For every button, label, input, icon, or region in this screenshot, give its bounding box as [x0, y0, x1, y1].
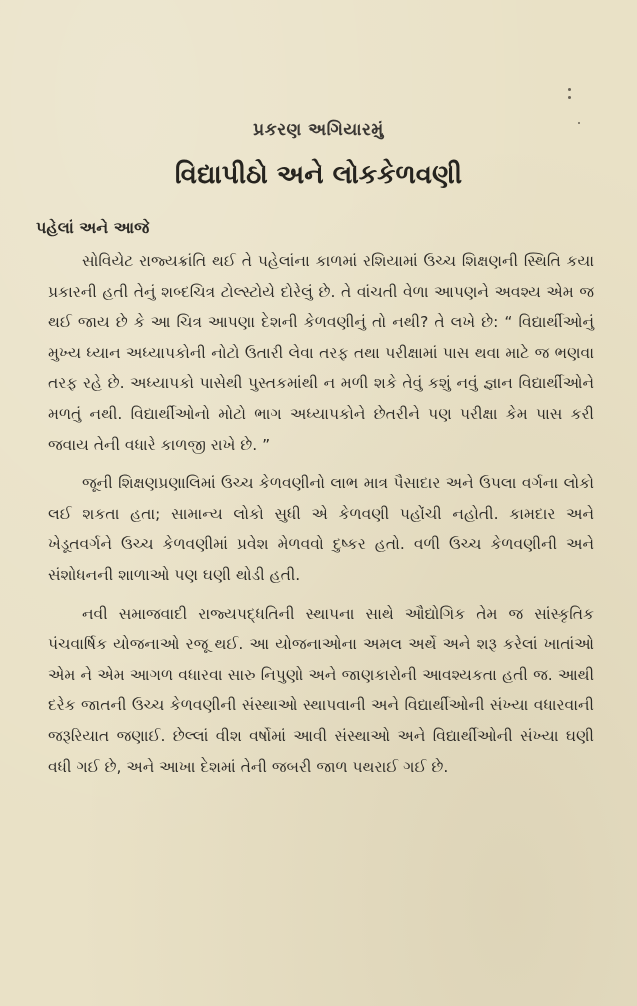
body-text [48, 246, 594, 790]
section-heading: પહેલાં અને આજે [36, 218, 150, 237]
paper-speck [568, 96, 571, 99]
chapter-label: પ્રકરણ અગિયારમું [253, 120, 384, 140]
paper-speck [568, 88, 571, 91]
chapter-title: વિદ્યાપીઠો અને લોકકેળવણી [174, 160, 463, 190]
paragraph: જૂની શિક્ષણપ્રણાલિમાં ઉચ્ચ કેળવણીનો લાભ માત્ર પૈસાદાર અને ઉપલા વર્ગના લોકો લઈ શકતા હતા; સામાન્ય લોકો સુધી એ કેળવણી પહોંચી નહોતી. કામદાર અને ખેડૂતવર્ગને ઉચ્ચ કેળવણીમાં પ્રવેશ મેળવવો દુષ્કર હતો. વળી ઉચ્ચ કેળવણીની અને સંશોધનની શાળાઓ પણ ઘણી થોડી હતી. [48, 474, 594, 584]
paragraph: સોવિયેટ રાજ્યક્રાંતિ થઈ તે પહેલાંના કાળમાં રશિયામાં ઉચ્ચ શિક્ષણની સ્થિતિ કયા પ્રકારની હતી તેનું શબ્દચિત્ર ટોલ્સ્ટોયે દોરેલું છે. તે વાંચતી વેળા આપણને અવશ્ય એમ જ થઈ જાય છે કે આ ચિત્ર આપણા દેશની કેળવણીનું તો નથી? તે લખે છે: “ વિદ્યાર્થીઓનું મુખ્ય ધ્યાન અધ્યાપકોની નોટો ઉતારી લેવા તરફ તથા પરીક્ષામાં પાસ થવા માટે જ ભણવા તરફ રહે છે. અધ્યાપકો પાસેથી પુસ્તકમાંથી ન મળી શકે તેવું કશું નવું જ્ઞાન વિદ્યાર્થીઓને મળતું નથી. વિદ્યાર્થીઓનો મોટો ભાગ અધ્યાપકોને છેતરીને પણ પરીક્ષા કેમ પાસ કરી જવાય તેની વધારે કાળજી રાખે છે. ” [48, 252, 594, 454]
paragraph: નવી સમાજવાદી રાજ્યપદ્ધતિની સ્થાપના સાથે ઔદ્યોગિક તેમ જ સાંસ્કૃતિક પંચવાર્ષિક યોજનાઓ રજૂ થઈ. આ યોજનાઓના અમલ અર્થે અને શરૂ કરેલાં ખાતાંઓ એમ ને એમ આગળ વધારવા સારુ નિપુણો અને જાણકારોની આવશ્યકતા હતી જ. આથી દરેક જાતની ઉચ્ચ કેળવણીની સંસ્થાઓ સ્થાપવાની અને વિદ્યાર્થીઓની સંખ્યા વધારવાની જરૂરિયાત જણાઈ. છેલ્લાં વીશ વર્ષોમાં આવી સંસ્થાઓ અને વિદ્યાર્થીઓની સંખ્યા ઘણી વધી ગઈ છે, અને આખા દેશમાં તેની જબરી જાળ પથરાઈ ગઈ છે. [48, 604, 594, 776]
